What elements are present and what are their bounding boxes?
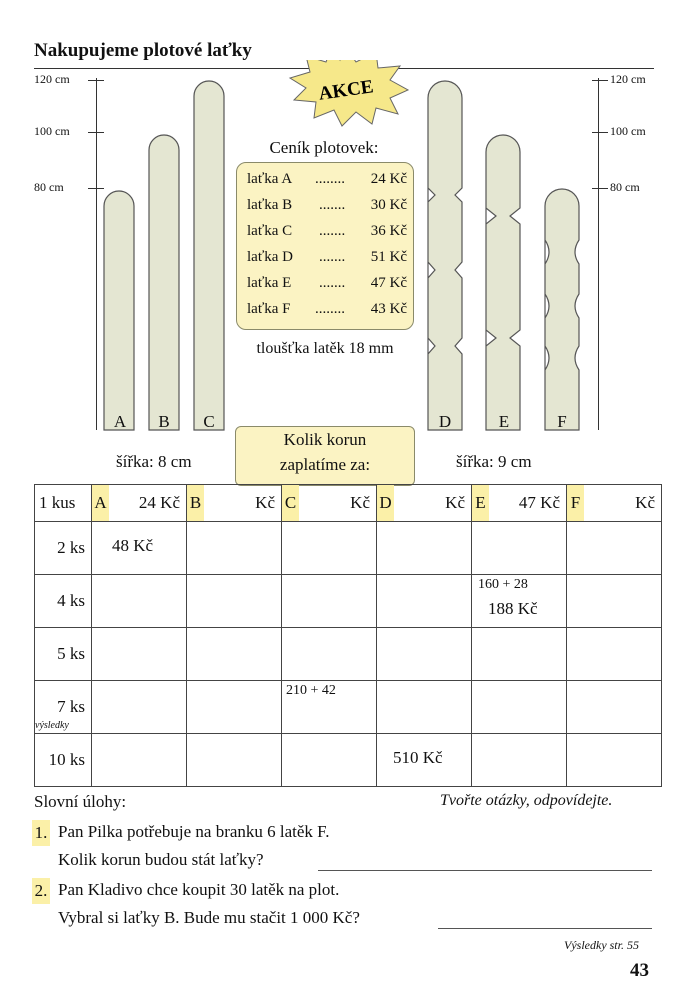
row-label: 4 ks	[35, 575, 92, 628]
price-dots: .......	[319, 275, 346, 291]
header-cell-f	[567, 485, 662, 522]
column-letter: C	[282, 485, 299, 521]
task-number-1: 1.	[32, 820, 50, 846]
slat-d	[428, 81, 462, 430]
tasks-hint: Tvořte otázky, odpovídejte.	[440, 792, 613, 809]
left-axis-label-100: 100 cm	[34, 124, 70, 138]
table-cell[interactable]	[282, 628, 377, 681]
table-cell[interactable]	[282, 734, 377, 787]
row-label: 1 kus	[35, 485, 92, 522]
table-cell[interactable]	[472, 734, 567, 787]
cell-calculation-note: 210 + 42	[286, 683, 336, 698]
price-name: laťka F	[247, 301, 291, 317]
table-cell[interactable]	[472, 522, 567, 575]
slat-b	[149, 135, 179, 430]
price-dots: .......	[319, 197, 346, 213]
row-label-text: 7 ks	[57, 697, 85, 716]
table-cell[interactable]	[187, 734, 282, 787]
column-price: Kč	[350, 493, 370, 512]
sale-label: AKCE	[317, 76, 375, 105]
table-cell[interactable]	[377, 522, 472, 575]
table-row	[35, 628, 662, 681]
price-name: laťka C	[247, 223, 293, 239]
table-header-row	[35, 485, 662, 522]
cell-value: 510 Kč	[393, 748, 443, 767]
table-cell[interactable]	[92, 522, 187, 575]
price-value: 24 Kč	[370, 171, 407, 187]
cell-value: 188 Kč	[488, 599, 538, 618]
column-price: Kč	[445, 493, 465, 512]
table-row	[35, 575, 662, 628]
slat-label-a: A	[113, 412, 127, 431]
column-letter: F	[567, 485, 584, 521]
price-value: 43 Kč	[370, 301, 407, 317]
table-cell[interactable]	[377, 734, 472, 787]
row-label: 10 ks	[35, 734, 92, 787]
header-cell-c	[282, 485, 377, 522]
table-cell[interactable]	[377, 681, 472, 734]
row-sublabel: výsledky	[35, 720, 69, 731]
price-list-box	[236, 162, 414, 330]
slat-label-c: C	[203, 412, 215, 431]
table-cell[interactable]	[92, 734, 187, 787]
column-price: Kč	[635, 493, 655, 512]
table-cell[interactable]	[377, 575, 472, 628]
table-cell[interactable]	[282, 522, 377, 575]
thickness-note: tloušťka latěk 18 mm	[256, 340, 394, 357]
task-2-answer-line[interactable]	[438, 928, 652, 929]
left-axis-label-80: 80 cm	[34, 180, 64, 194]
tasks-heading: Slovní úlohy:	[34, 792, 127, 811]
price-name: laťka D	[247, 249, 293, 265]
sale-star	[290, 60, 408, 126]
width-label-left: šířka: 8 cm	[116, 452, 192, 471]
task-1-line-1: Pan Pilka potřebuje na branku 6 latěk F.	[58, 822, 330, 841]
column-price: 47 Kč	[518, 493, 560, 512]
price-list-heading: Ceník plotovek:	[269, 138, 379, 157]
price-name: laťka A	[247, 171, 293, 187]
results-note: Výsledky str. 55	[564, 938, 639, 952]
right-axis-label-80: 80 cm	[610, 180, 640, 194]
column-letter: A	[92, 485, 109, 521]
table-cell[interactable]	[567, 522, 662, 575]
column-letter: D	[377, 485, 394, 521]
table-cell[interactable]	[187, 681, 282, 734]
column-price: 24 Kč	[138, 493, 180, 512]
question-line-2: zaplatíme za:	[279, 455, 371, 474]
table-cell[interactable]	[187, 628, 282, 681]
slat-label-b: B	[158, 412, 170, 431]
price-name: laťka E	[247, 275, 292, 291]
slat-label-e: E	[498, 412, 510, 431]
table-cell[interactable]	[282, 575, 377, 628]
slat-f	[545, 189, 579, 430]
table-cell[interactable]	[92, 681, 187, 734]
header-cell-b	[187, 485, 282, 522]
task-number-2: 2.	[32, 878, 50, 904]
table-cell[interactable]	[567, 734, 662, 787]
header-cell-e	[472, 485, 567, 522]
row-label: 5 ks	[35, 628, 92, 681]
price-dots: .......	[319, 249, 346, 265]
table-cell[interactable]	[472, 575, 567, 628]
table-cell[interactable]	[567, 628, 662, 681]
table-cell[interactable]	[472, 628, 567, 681]
page-number: 43	[630, 960, 649, 981]
row-label	[35, 681, 92, 734]
page-title: Nakupujeme plotové laťky	[34, 40, 252, 61]
price-value: 51 Kč	[370, 249, 407, 265]
task-2-line-1: Pan Kladivo chce koupit 30 latěk na plot.	[58, 880, 340, 899]
cell-calculation-note: 160 + 28	[478, 577, 528, 592]
price-value: 30 Kč	[370, 197, 407, 213]
question-line-1: Kolik korun	[283, 430, 367, 449]
price-name: laťka B	[247, 197, 293, 213]
table-row	[35, 734, 662, 787]
price-dots: .......	[319, 223, 346, 239]
table-row	[35, 522, 662, 575]
question-box	[235, 426, 415, 486]
column-letter: E	[472, 485, 489, 521]
slat-label-d: D	[438, 412, 452, 431]
slat-a	[104, 191, 134, 430]
table-cell[interactable]	[92, 628, 187, 681]
header-cell-a	[92, 485, 187, 522]
row-label: 2 ks	[35, 522, 92, 575]
column-price: Kč	[255, 493, 275, 512]
table-cell[interactable]	[567, 575, 662, 628]
table-cell[interactable]	[282, 681, 377, 734]
table-cell[interactable]	[92, 575, 187, 628]
header-cell-d	[377, 485, 472, 522]
price-value: 47 Kč	[370, 275, 407, 291]
price-value: 36 Kč	[370, 223, 407, 239]
slat-c	[194, 81, 224, 430]
table-row	[35, 681, 662, 734]
price-dots: ........	[315, 301, 345, 317]
price-dots: ........	[315, 171, 345, 187]
width-label-right: šířka: 9 cm	[456, 452, 532, 471]
table-cell[interactable]	[472, 681, 567, 734]
cell-value: 48 Kč	[112, 536, 154, 555]
table-cell[interactable]	[187, 522, 282, 575]
table-cell[interactable]	[187, 575, 282, 628]
task-1-line-2: Kolik korun budou stát laťky?	[58, 850, 264, 869]
slat-label-f: F	[557, 412, 567, 431]
slat-e	[486, 135, 520, 430]
right-axis-label-120: 120 cm	[610, 72, 646, 86]
price-table	[34, 484, 662, 787]
right-axis-label-100: 100 cm	[610, 124, 646, 138]
left-axis-label-120: 120 cm	[34, 72, 70, 86]
table-cell[interactable]	[377, 628, 472, 681]
task-1-answer-line[interactable]	[318, 870, 652, 871]
column-letter: B	[187, 485, 204, 521]
task-2-line-2: Vybral si laťky B. Bude mu stačit 1 000 Kč?	[58, 908, 360, 927]
table-cell[interactable]	[567, 681, 662, 734]
